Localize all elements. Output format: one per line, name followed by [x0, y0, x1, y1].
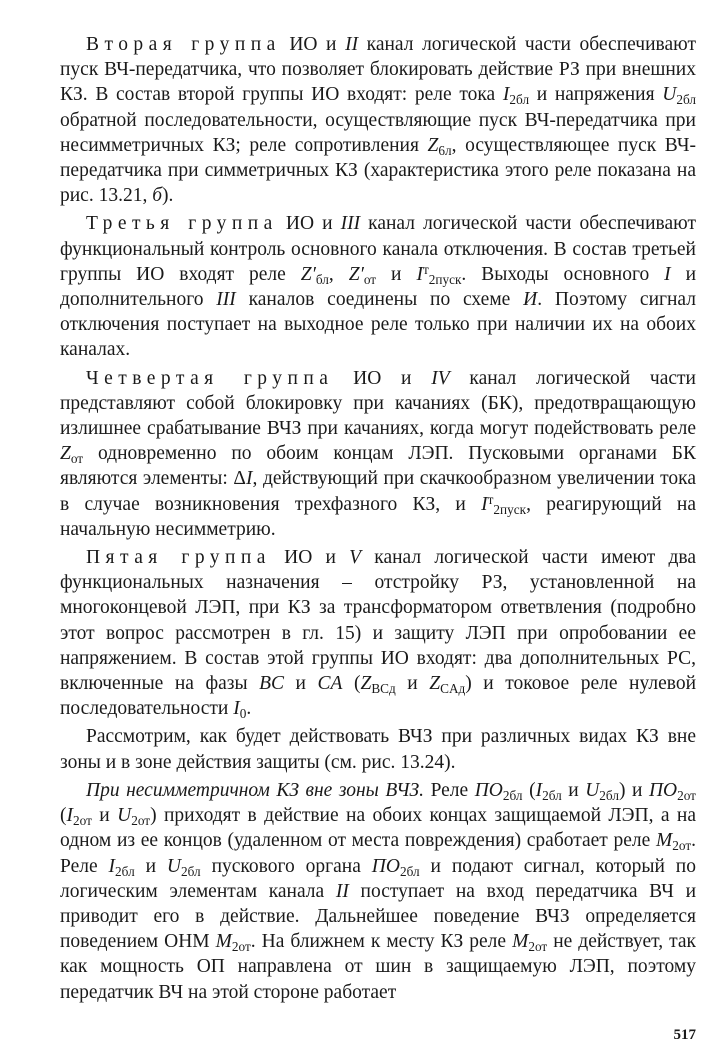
subscript: 2пуск — [493, 501, 527, 517]
text-run: ПО — [371, 855, 400, 877]
text-run: . На ближнем к месту КЗ реле — [250, 931, 513, 953]
subscript: 2бл — [542, 788, 562, 804]
page-body — [60, 32, 696, 1008]
subscript: 2бл — [676, 92, 696, 108]
text-run: Z — [60, 443, 71, 465]
text-run: ( — [60, 805, 67, 827]
text-run: Z — [429, 673, 441, 695]
text-run: Z — [360, 673, 372, 695]
subscript: 6л — [438, 143, 452, 159]
paragraph-consider — [60, 724, 696, 774]
text-run: ( — [522, 779, 536, 801]
text-run: обратной последовательности, осуществляющие пуск ВЧ-передатчика при несимметричных КЗ; реле сопротивления — [60, 109, 696, 156]
text-run: I — [245, 468, 253, 490]
text-run: I — [502, 84, 510, 106]
superscript: т — [487, 491, 494, 507]
text-run: ИО и — [333, 367, 432, 389]
text-run: I — [664, 263, 671, 285]
text-run: канал логической части обеспечивают функциональный контроль основного канала отключения. В состав третьей группы ИО входят реле — [60, 213, 696, 285]
group-lead: Пятая группа — [86, 547, 271, 569]
text-run: и подают сигнал, который по логическим элементам канала — [60, 855, 696, 902]
text-run: канал логической части представляют собой блокировку при качаниях (БК), предотвращающую излишнее срабатывание ВЧЗ при качаниях, когда могут подействовать реле — [60, 367, 696, 440]
text-run: , осуществляющее пуск ВЧ-передатчика при симметричных КЗ (характеристика этого реле показана на рис. 13.21, — [60, 134, 696, 207]
text-run: и — [134, 855, 167, 877]
text-run: ( — [342, 673, 361, 695]
text-run: I — [481, 493, 488, 515]
text-run: и напряжения — [529, 84, 663, 106]
text-run: III — [216, 289, 236, 311]
group-lead: Третья группа — [86, 213, 278, 235]
text-run: , реагирующий на начальную несимметрию. — [60, 493, 696, 540]
text-run: . Поэтому сигнал отключения поступает на выходное реле только при наличии их на обоих каналах. — [60, 289, 696, 361]
text-run: и дополнительного — [60, 263, 697, 311]
subscript: 2от — [528, 939, 548, 955]
text-run: Z′ — [348, 263, 364, 285]
subscript: 2от — [672, 838, 692, 854]
text-run: И — [523, 289, 538, 311]
paragraph-asymmetric-fault — [60, 778, 696, 1005]
subscript: бл — [315, 272, 329, 288]
subscript: 2бл — [115, 863, 135, 879]
text-run: U — [585, 779, 600, 801]
text-run: M — [512, 931, 529, 953]
text-run: BC — [259, 673, 285, 695]
text-run: При несимметричном КЗ вне зоны ВЧЗ. — [86, 779, 425, 801]
subscript: 2пуск — [428, 272, 462, 288]
subscript: 2от — [677, 788, 696, 804]
text-run: I — [416, 263, 423, 285]
text-run: и — [376, 263, 417, 285]
text-run: ПО — [474, 779, 503, 801]
text-run: одновременно по обоим концам ЛЭП. Пусковыми органами БК являются элементы: Δ — [60, 443, 696, 490]
text-run: Реле — [424, 779, 475, 801]
text-run: . Выходы основного — [461, 263, 665, 285]
subscript: BCд — [371, 681, 396, 697]
text-run: каналов соединены по схеме — [235, 289, 524, 311]
text-run: и — [91, 805, 118, 827]
text-run: ИО и — [277, 213, 341, 235]
page-number: 517 — [673, 1027, 696, 1043]
subscript: от — [70, 451, 84, 467]
text-run: V — [349, 547, 362, 569]
text-run: III — [340, 213, 361, 235]
text-run: I — [535, 779, 543, 801]
text-run: Рассмотрим, как будет действовать ВЧЗ при различных видах КЗ вне зоны и в зоне действия защиты (см. рис. 13.24). — [60, 726, 696, 773]
superscript: т — [422, 261, 429, 277]
text-run: . Реле — [60, 830, 696, 877]
text-run: I — [108, 855, 116, 877]
text-run: ) и токовое реле нулевой последовательности — [60, 673, 697, 720]
text-run: IV — [431, 367, 450, 389]
group-lead: Четвертая группа — [86, 367, 334, 389]
subscript: 2бл — [399, 863, 420, 879]
paragraph-fourth-group — [60, 366, 696, 542]
subscript: 2бл — [181, 863, 201, 879]
text-run: U — [166, 855, 182, 877]
text-run: ) приходят в действие на обоих концах защищаемой ЛЭП, а на одном из ее концов (удаленном от места повреждения) сработает реле — [60, 805, 697, 852]
subscript: от — [363, 272, 377, 288]
text-run: ИО и — [270, 547, 350, 569]
subscript: CAд — [440, 681, 466, 697]
text-run: канал логической части обеспечивают пуск ВЧ-передатчика, что позволяет блокировать действие РЗ при внешних КЗ. В состав второй группы ИО входят: реле тока — [60, 34, 696, 106]
text-run: ) и — [618, 779, 649, 801]
text-run: канал логической части имеют два функциональных назначения – отстройку РЗ, установленной на многоконцевой ЛЭП, при КЗ за трансформатором ответвления (подробно этот вопрос рассмотрен в гл. 15) и защиту ЛЭП при опробовании ее напряжением. В состав этой группы ИО входят: два дополнительных РС, включенные на фазы — [60, 547, 696, 695]
subscript: 0 — [239, 706, 247, 722]
text-run: б — [152, 185, 163, 207]
text-run: ). — [162, 185, 174, 207]
text-run: и — [561, 779, 586, 801]
paragraph-second-group — [60, 32, 696, 208]
paragraph-fifth-group — [60, 545, 696, 721]
text-run: CA — [317, 673, 343, 695]
subscript: 2бл — [599, 788, 619, 804]
text-run: M — [215, 931, 232, 953]
subscript: 2от — [131, 813, 151, 829]
text-run: II — [335, 880, 349, 902]
text-run: . — [246, 698, 252, 720]
text-run: M — [656, 830, 673, 852]
text-run: U — [117, 805, 132, 827]
text-run: I — [66, 805, 73, 827]
group-lead: Вторая группа — [86, 34, 281, 55]
subscript: 2бл — [502, 788, 523, 804]
text-run: I — [233, 698, 240, 720]
text-run: , — [328, 263, 349, 285]
text-run: не действует, так как мощность ОП направлена от шин в защищаемую ЛЭП, поэтому передатчик ВЧ на этой стороне работает — [60, 931, 696, 1003]
text-run: II — [345, 34, 359, 55]
text-run: и — [284, 673, 318, 695]
subscript: 2от — [73, 813, 92, 829]
subscript: 2бл — [509, 92, 530, 108]
paragraph-third-group — [60, 211, 696, 362]
text-run: ИО и — [280, 34, 346, 55]
text-run: Z — [427, 134, 439, 156]
subscript: 2от — [231, 939, 251, 955]
text-run: U — [662, 84, 677, 106]
text-run: и — [395, 673, 430, 695]
text-run: пускового органа — [200, 855, 372, 877]
text-run: , действующий при скачкообразном увеличении тока в случае возникновения трехфазного КЗ, и — [60, 468, 696, 515]
text-run: поступает на вход передатчика ВЧ и приводит его в действие. Дальнейшее поведение ВЧЗ определяется поведением ОНМ — [60, 880, 697, 953]
text-run: Z′ — [300, 263, 316, 285]
text-run: ПО — [648, 779, 678, 801]
